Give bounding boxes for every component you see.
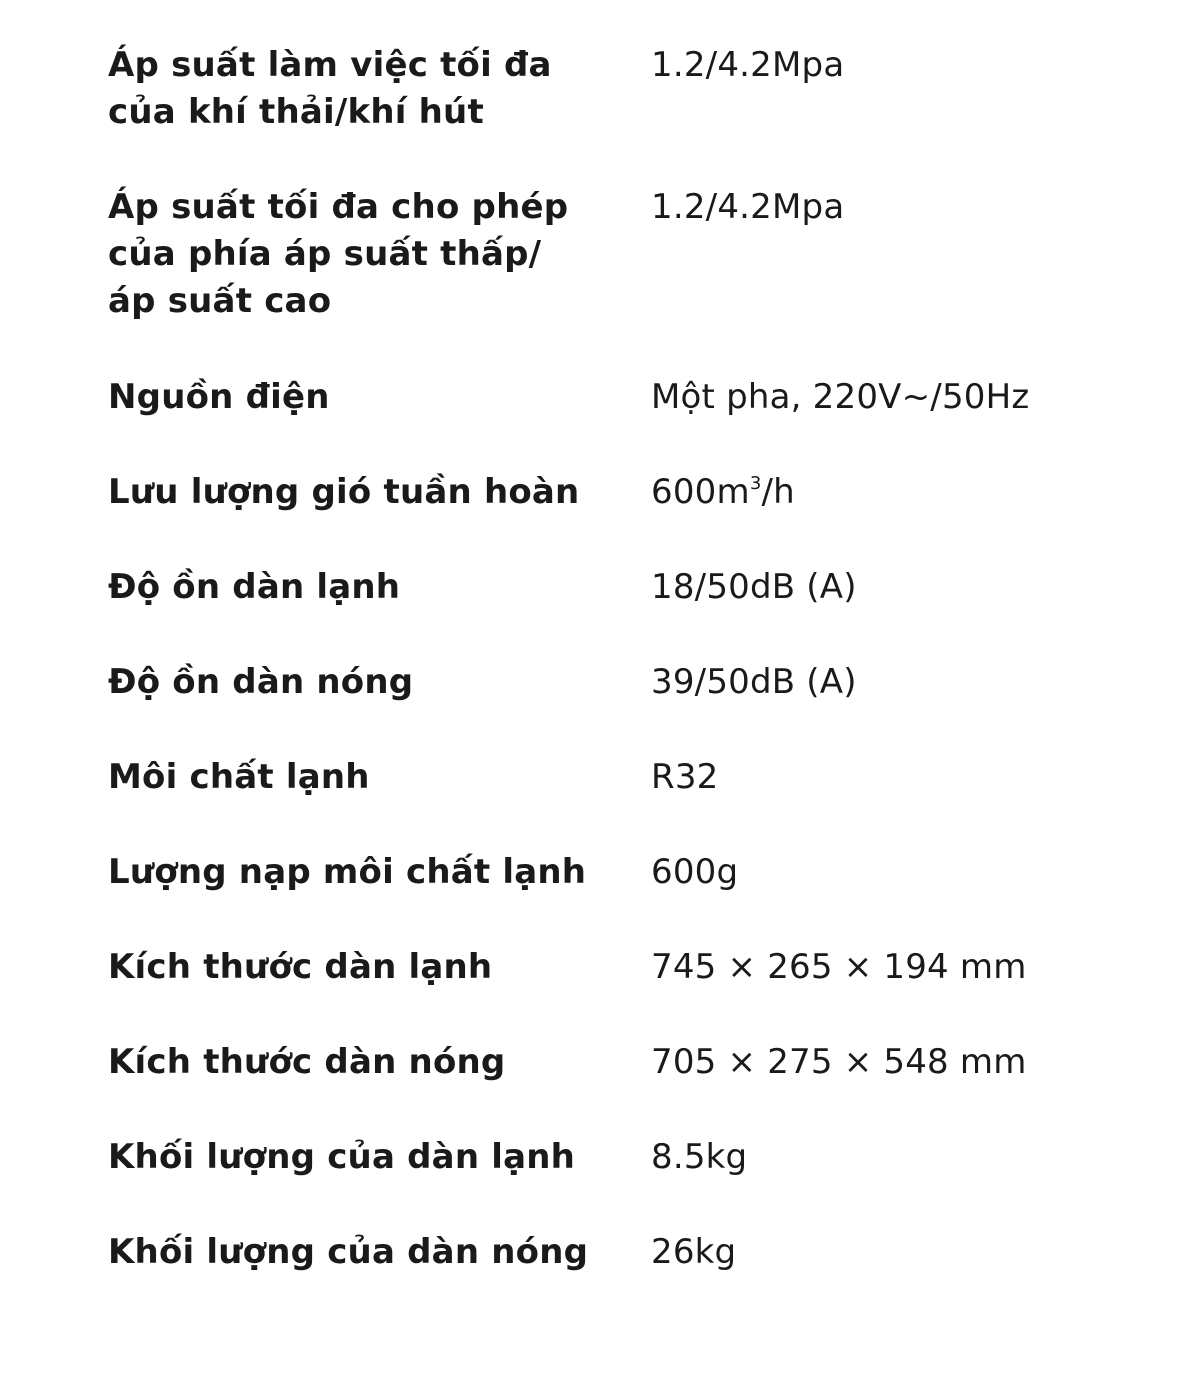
spec-label: [108, 1229, 598, 1276]
spec-label: [108, 374, 598, 421]
spec-value: 745 × 265 × 194 mm: [651, 947, 1027, 987]
spec-label-line: Lượng nạp môi chất lạnh: [108, 852, 587, 892]
spec-label: [108, 469, 598, 516]
spec-label: [108, 564, 598, 611]
spec-label: [108, 944, 598, 991]
spec-value: Một pha, 220V~/50Hz: [651, 377, 1030, 417]
spec-value: R32: [651, 757, 719, 797]
spec-label-line: áp suất cao: [108, 281, 332, 321]
spec-value-superscript: 3: [749, 473, 762, 494]
spec-value: 39/50dB (A): [651, 662, 857, 702]
spec-label-line: Độ ồn dàn nóng: [108, 662, 414, 702]
spec-label-line: Khối lượng của dàn nóng: [108, 1232, 589, 1272]
spec-label: [108, 659, 598, 706]
spec-label-line: Lưu lượng gió tuần hoàn: [108, 472, 580, 512]
spec-value: 18/50dB (A): [651, 567, 857, 607]
spec-label-line: của khí thải/khí hút: [108, 92, 484, 132]
spec-label-line: Độ ồn dàn lạnh: [108, 567, 401, 607]
spec-label-line: Khối lượng của dàn lạnh: [108, 1137, 576, 1177]
spec-value: 1.2/4.2Mpa: [651, 187, 845, 227]
spec-label: [108, 849, 598, 896]
spec-value-suffix: /h: [761, 472, 795, 512]
spec-label: [108, 184, 598, 325]
spec-value: 705 × 275 × 548 mm: [651, 1042, 1027, 1082]
spec-label-line: của phía áp suất thấp/: [108, 234, 542, 274]
spec-label-line: Kích thước dàn nóng: [108, 1042, 506, 1082]
spec-label: [108, 1039, 598, 1086]
spec-value: 600g: [651, 852, 739, 892]
spec-label: [108, 1134, 598, 1181]
spec-value-main: 600m: [651, 472, 750, 512]
spec-label-line: Nguồn điện: [108, 377, 330, 417]
spec-label: [108, 42, 598, 136]
spec-label: [108, 754, 598, 801]
spec-value: 8.5kg: [651, 1137, 748, 1177]
spec-label-line: Môi chất lạnh: [108, 757, 370, 797]
spec-value: 26kg: [651, 1232, 737, 1272]
spec-label-line: Kích thước dàn lạnh: [108, 947, 493, 987]
spec-label-line: Áp suất tối đa cho phép: [108, 187, 569, 227]
spec-value: 1.2/4.2Mpa: [651, 45, 845, 85]
spec-value: [651, 469, 1091, 516]
spec-label-line: Áp suất làm việc tối đa: [108, 45, 552, 85]
